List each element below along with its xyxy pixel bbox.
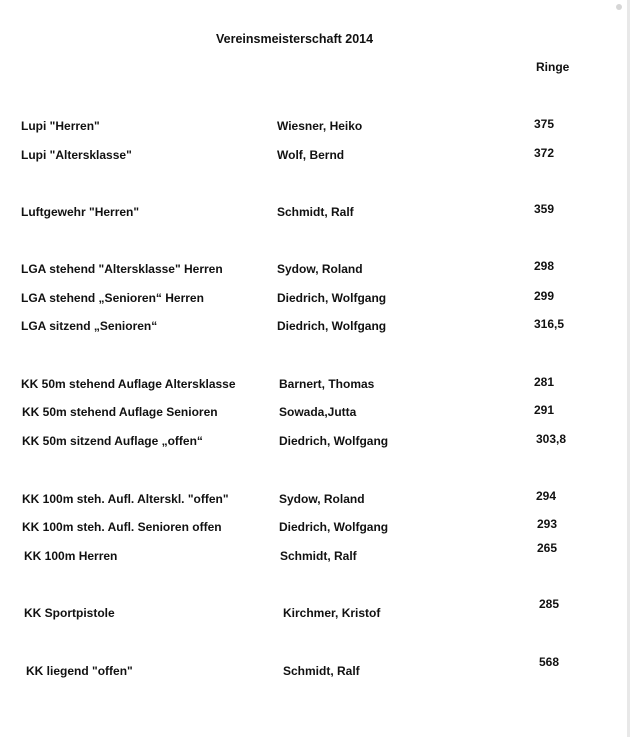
result-row xyxy=(0,119,630,137)
result-row xyxy=(0,202,630,223)
shooter-name: Diedrich, Wolfgang xyxy=(279,520,389,534)
discipline-label: KK 100m Herren xyxy=(24,549,118,563)
shooter-name: Sowada,Jutta xyxy=(279,405,357,419)
scan-speck xyxy=(616,4,622,10)
result-row xyxy=(0,597,630,624)
score-value: 568 xyxy=(539,655,560,669)
discipline-label: KK Sportpistole xyxy=(24,606,115,620)
discipline-label: KK liegend "offen" xyxy=(26,664,133,678)
shooter-name: Wiesner, Heiko xyxy=(277,119,363,133)
result-row xyxy=(0,319,630,337)
score-value: 294 xyxy=(536,489,557,503)
score-value: 303,8 xyxy=(536,432,567,446)
discipline-label: KK 100m steh. Aufl. Alterskl. "offen" xyxy=(22,492,229,506)
discipline-label: Luftgewehr "Herren" xyxy=(21,205,140,219)
score-value: 372 xyxy=(534,146,555,160)
column-header-ringe: Ringe xyxy=(536,60,570,74)
result-row xyxy=(0,377,630,395)
discipline-label: KK 100m steh. Aufl. Senioren offen xyxy=(22,520,222,534)
score-value: 293 xyxy=(537,517,558,531)
score-value: 316,5 xyxy=(534,317,565,331)
discipline-label: LGA stehend „Senioren“ Herren xyxy=(21,291,204,305)
score-value: 281 xyxy=(534,375,555,389)
shooter-name: Wolf, Bernd xyxy=(277,148,345,162)
result-row xyxy=(0,655,630,682)
shooter-name: Barnert, Thomas xyxy=(279,377,375,391)
score-value: 359 xyxy=(534,202,555,216)
shooter-name: Schmidt, Ralf xyxy=(277,205,354,219)
shooter-name: Kirchmer, Kristof xyxy=(283,606,381,620)
score-value: 285 xyxy=(539,597,560,611)
discipline-label: Lupi "Herren" xyxy=(21,119,100,133)
result-row xyxy=(0,259,630,280)
discipline-label: KK 50m stehend Auflage Senioren xyxy=(22,405,218,419)
score-value: 298 xyxy=(534,259,555,273)
result-row xyxy=(0,405,630,423)
result-row xyxy=(0,517,630,538)
score-value: 291 xyxy=(534,403,555,417)
shooter-name: Diedrich, Wolfgang xyxy=(277,319,387,333)
result-row xyxy=(0,541,630,567)
result-row xyxy=(0,148,630,166)
score-value: 375 xyxy=(534,117,555,131)
result-row xyxy=(0,291,630,309)
discipline-label: Lupi "Altersklasse" xyxy=(21,148,132,162)
result-row xyxy=(0,434,630,452)
discipline-label: LGA stehend "Altersklasse" Herren xyxy=(21,262,223,276)
shooter-name: Sydow, Roland xyxy=(277,262,363,276)
score-value: 265 xyxy=(537,541,558,555)
shooter-name: Diedrich, Wolfgang xyxy=(277,291,387,305)
shooter-name: Schmidt, Ralf xyxy=(280,549,357,563)
discipline-label: LGA sitzend „Senioren“ xyxy=(21,319,158,333)
result-row xyxy=(0,489,630,510)
shooter-name: Schmidt, Ralf xyxy=(283,664,360,678)
page-title: Vereinsmeisterschaft 2014 xyxy=(216,32,374,46)
shooter-name: Sydow, Roland xyxy=(279,492,365,506)
shooter-name: Diedrich, Wolfgang xyxy=(279,434,389,448)
score-value: 299 xyxy=(534,289,555,303)
discipline-label: KK 50m stehend Auflage Altersklasse xyxy=(21,377,236,391)
discipline-label: KK 50m sitzend Auflage „offen“ xyxy=(22,434,203,448)
